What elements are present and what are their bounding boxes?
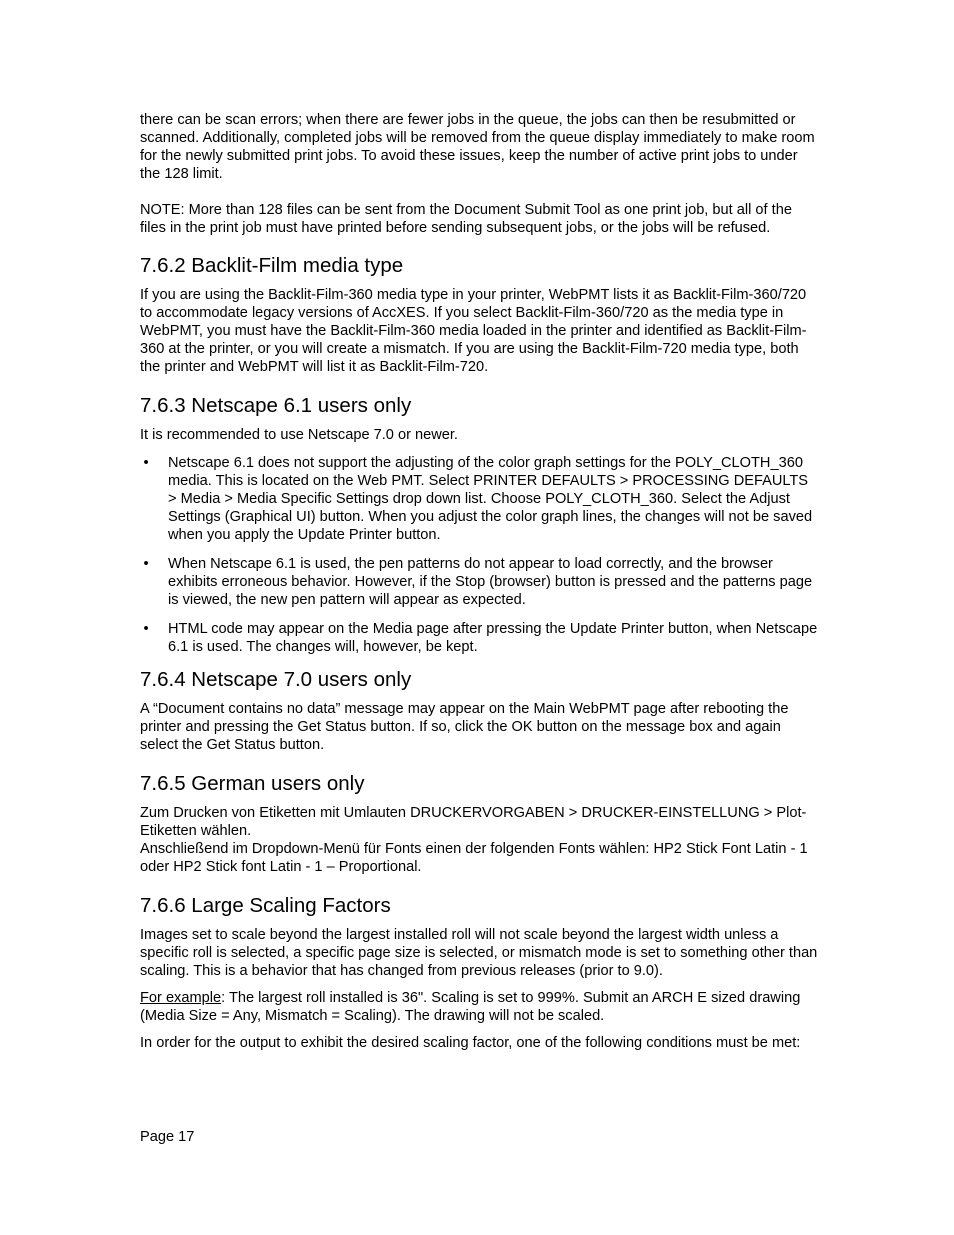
list-item-text: HTML code may appear on the Media page after pressing the Update Printer button, when Netscape 6.1 is used. The changes will, however, be kept. [168, 621, 818, 655]
paragraph-conditions: In order for the output to exhibit the desired scaling factor, one of the following conditions must be met: [140, 1035, 801, 1051]
paragraph-backlit-film: If you are using the Backlit-Film-360 media type in your printer, WebPMT lists it as Backlit-Film-360/720 to accommodate legacy versions of AccXES. If you select Backlit-Film-360/720 as the media type in WebPMT, you must have the Backlit-Film-360 media loaded in the printer and identified as Backlit-Film-360 at the printer, or you will create a mismatch. If you are using the Backlit-Film-720 media type, both the printer and WebPMT will list it as Backlit-Film-720. [140, 287, 807, 375]
example-text: : The largest roll installed is 36". Scaling is set to 999%. Submit an ARCH E sized drawing (Media Size = Any, Mismatch = Scaling). The drawing will not be scaled. [140, 990, 801, 1024]
list-item [140, 555, 818, 609]
heading-large-scaling: 7.6.6 Large Scaling Factors [140, 894, 391, 917]
paragraph-large-scaling: Images set to scale beyond the largest installed roll will not scale beyond the largest width unless a specific roll is selected, a specific page size is selected, or mismatch mode is set to something other than scaling. This is a behavior that has changed from previous releases (prior to 9.0). [140, 927, 818, 979]
list-item [140, 620, 818, 656]
heading-german-users: 7.6.5 German users only [140, 772, 365, 795]
list-item [140, 454, 818, 544]
bullet-icon: • [143, 556, 149, 572]
paragraph-netscape-70: A “Document contains no data” message may appear on the Main WebPMT page after rebooting the printer and pressing the Get Status button. If so, click the OK button on the message box and again select the Get Status button. [140, 701, 789, 753]
heading-netscape-70: 7.6.4 Netscape 7.0 users only [140, 668, 412, 691]
page-content [140, 111, 818, 1052]
paragraph-queue-limit: there can be scan errors; when there are fewer jobs in the queue, the jobs can then be resubmitted or scanned. Additionally, completed jobs will be removed from the queue display immediately to make room for the newly submitted print jobs. To avoid these issues, keep the number of active print jobs to under the 128 limit. [140, 112, 815, 182]
bullet-icon: • [143, 455, 149, 471]
paragraph-note: NOTE: More than 128 files can be sent from the Document Submit Tool as one print job, but all of the files in the print job must have printed before sending subsequent jobs, or the jobs will be refused. [140, 202, 792, 236]
paragraph-example [140, 989, 818, 1025]
paragraph-netscape-61-intro: It is recommended to use Netscape 7.0 or newer. [140, 427, 458, 443]
bullet-icon: • [143, 621, 149, 637]
heading-backlit-film: 7.6.2 Backlit-Film media type [140, 254, 404, 277]
paragraph-german-line1: Zum Drucken von Etiketten mit Umlauten DRUCKERVORGABEN > DRUCKER-EINSTELLUNG > Plot-Etiketten wählen. [140, 805, 807, 839]
paragraph-german-line2: Anschließend im Dropdown-Menü für Fonts einen der folgenden Fonts wählen: HP2 Stick Font Latin - 1 oder HP2 Stick font Latin - 1 – Proportional. [140, 841, 808, 875]
list-item-text: When Netscape 6.1 is used, the pen patterns do not appear to load correctly, and the browser exhibits erroneous behavior. However, if the Stop (browser) button is pressed and the patterns page is viewed, the new pen pattern will appear as expected. [168, 556, 813, 608]
example-label: For example [140, 990, 222, 1006]
heading-netscape-61: 7.6.3 Netscape 6.1 users only [140, 394, 412, 417]
page-number: Page 17 [140, 1129, 195, 1145]
netscape-61-bullet-list [140, 454, 818, 656]
list-item-text: Netscape 6.1 does not support the adjusting of the color graph settings for the POLY_CLOTH_360 media. This is located on the Web PMT. Select PRINTER DEFAULTS > PROCESSING DEFAULTS > Media > Media Specific Settings drop down list. Choose POLY_CLOTH_360. Select the Adjust Settings (Graphical UI) button. When you adjust the color graph lines, the changes will not be saved when you apply the Update Printer button. [168, 455, 813, 543]
